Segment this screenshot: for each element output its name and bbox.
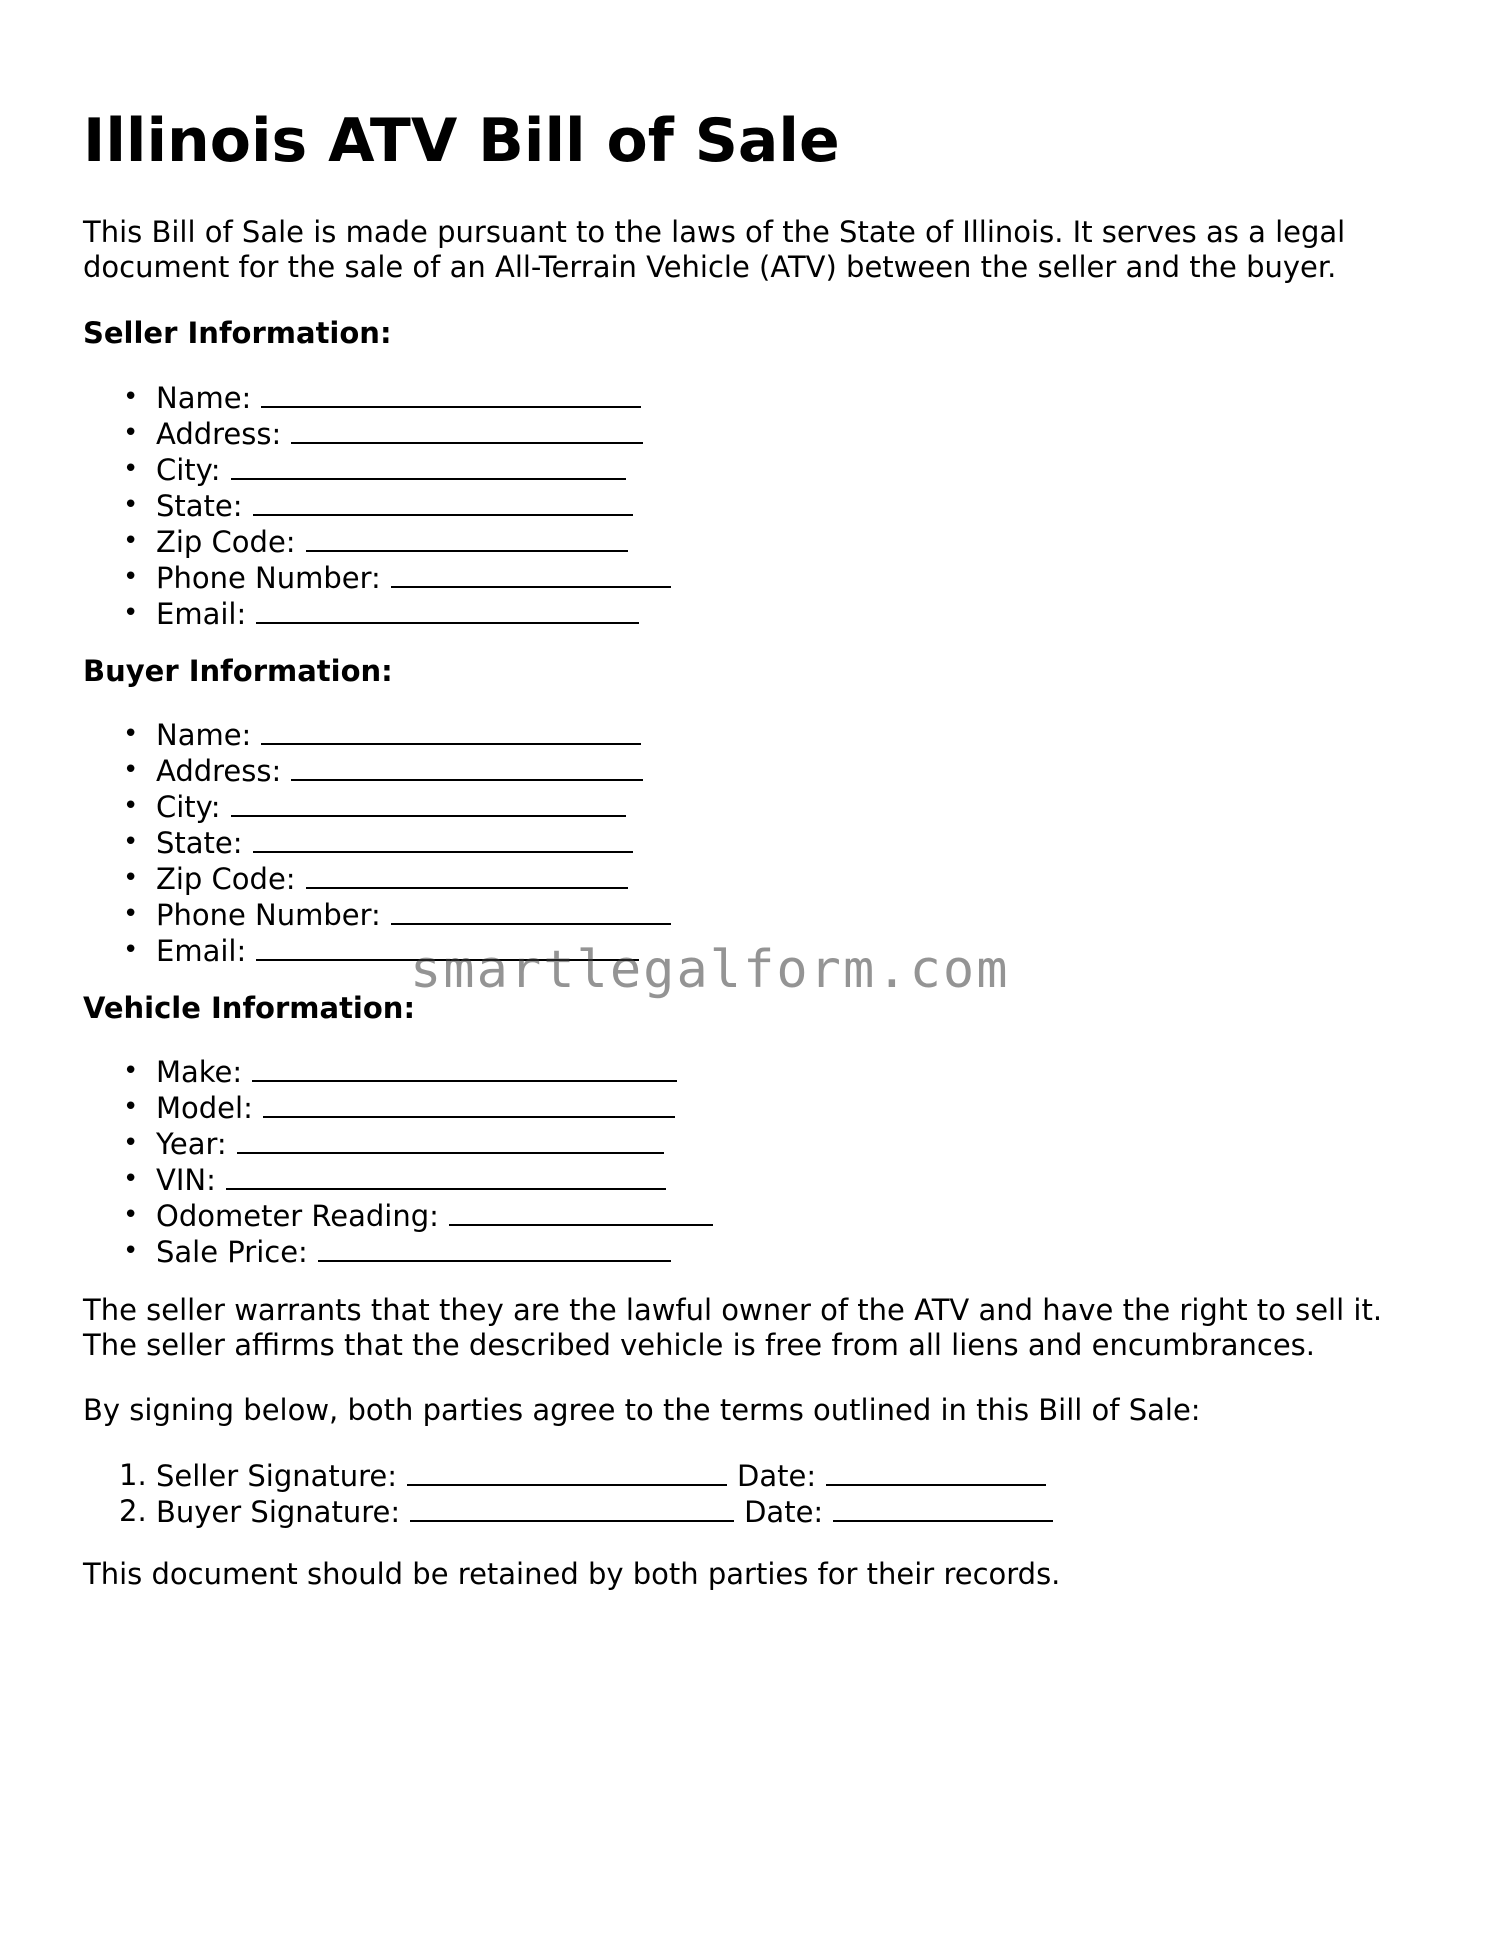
field-label: Sale Price: (156, 1235, 308, 1269)
list-number: 1. (119, 1458, 147, 1492)
field-label: Model: (156, 1091, 253, 1125)
bullet: • (123, 1128, 139, 1158)
vehicle-odometer-field[interactable] (83, 1198, 713, 1234)
buyer-date-line[interactable] (833, 1494, 1053, 1522)
fill-line[interactable] (237, 1126, 664, 1154)
field-label: Name: (156, 381, 252, 415)
fill-line[interactable] (231, 789, 626, 817)
fill-line[interactable] (291, 753, 643, 781)
warranty-line-2: The seller affirms that the described vehicle is free from all liens and encumbrances. (83, 1328, 1316, 1362)
fill-line[interactable] (391, 897, 671, 925)
seller-date-label: Date: (737, 1459, 817, 1493)
agreement-text: By signing below, both parties agree to the terms outlined in this Bill of Sale: (83, 1393, 1201, 1427)
seller-fields-list (83, 380, 671, 632)
field-label: City: (156, 790, 221, 824)
bullet: • (123, 1200, 139, 1230)
seller-address-field[interactable] (83, 416, 671, 452)
vehicle-make-field[interactable] (83, 1054, 713, 1090)
fill-line[interactable] (291, 416, 643, 444)
seller-email-field[interactable] (83, 596, 671, 632)
seller-phone-field[interactable] (83, 560, 671, 596)
buyer-fields-list (83, 717, 671, 969)
buyer-phone-field[interactable] (83, 897, 671, 933)
bullet: • (123, 490, 139, 520)
field-label: Email: (156, 934, 247, 968)
bullet: • (123, 454, 139, 484)
buyer-city-field[interactable] (83, 789, 671, 825)
bullet: • (123, 863, 139, 893)
list-number: 2. (119, 1494, 147, 1528)
seller-zip-field[interactable] (83, 524, 671, 560)
vehicle-vin-field[interactable] (83, 1162, 713, 1198)
bullet: • (123, 899, 139, 929)
field-label: State: (156, 489, 243, 523)
seller-city-field[interactable] (83, 452, 671, 488)
fill-line[interactable] (263, 1090, 675, 1118)
vehicle-year-field[interactable] (83, 1126, 713, 1162)
field-label: Make: (156, 1055, 243, 1089)
buyer-address-field[interactable] (83, 753, 671, 789)
bullet: • (123, 935, 139, 965)
fill-line[interactable] (253, 488, 633, 516)
field-label: Address: (156, 417, 282, 451)
fill-line[interactable] (261, 717, 641, 745)
fill-line[interactable] (306, 861, 628, 889)
field-label: Zip Code: (156, 862, 296, 896)
signature-list (83, 1458, 1053, 1530)
field-label: State: (156, 826, 243, 860)
bullet: • (123, 1236, 139, 1266)
bullet: • (123, 526, 139, 556)
seller-date-line[interactable] (826, 1458, 1046, 1486)
bullet: • (123, 755, 139, 785)
buyer-signature-row[interactable] (83, 1494, 1053, 1530)
bullet: • (123, 598, 139, 628)
page-title: Illinois ATV Bill of Sale (83, 106, 840, 176)
fill-line[interactable] (256, 596, 639, 624)
vehicle-model-field[interactable] (83, 1090, 713, 1126)
buyer-state-field[interactable] (83, 825, 671, 861)
bullet: • (123, 1092, 139, 1122)
fill-line[interactable] (226, 1162, 666, 1190)
watermark: smartlegalform.com (410, 940, 1010, 1000)
warranty-line-1: The seller warrants that they are the lawful owner of the ATV and have the right to sell it. (83, 1293, 1383, 1327)
buyer-date-label: Date: (744, 1495, 824, 1529)
buyer-signature-line[interactable] (410, 1494, 734, 1522)
seller-state-field[interactable] (83, 488, 671, 524)
field-label: Zip Code: (156, 525, 296, 559)
field-label: Odometer Reading: (156, 1199, 439, 1233)
bullet: • (123, 1164, 139, 1194)
bullet: • (123, 382, 139, 412)
seller-signature-row[interactable] (83, 1458, 1053, 1494)
field-label: City: (156, 453, 221, 487)
vehicle-price-field[interactable] (83, 1234, 713, 1270)
field-label: VIN: (156, 1163, 216, 1197)
fill-line[interactable] (449, 1198, 713, 1226)
buyer-heading: Buyer Information: (83, 654, 393, 688)
buyer-zip-field[interactable] (83, 861, 671, 897)
vehicle-heading: Vehicle Information: (83, 991, 416, 1025)
closing-text: This document should be retained by both parties for their records. (83, 1557, 1061, 1591)
fill-line[interactable] (318, 1234, 671, 1262)
intro-line-1: This Bill of Sale is made pursuant to the laws of the State of Illinois. It serves as a legal (83, 215, 1346, 249)
field-label: Phone Number: (156, 898, 381, 932)
bullet: • (123, 562, 139, 592)
bullet: • (123, 418, 139, 448)
fill-line[interactable] (252, 1054, 677, 1082)
fill-line[interactable] (261, 380, 641, 408)
seller-name-field[interactable] (83, 380, 671, 416)
field-label: Email: (156, 597, 247, 631)
intro-line-2: document for the sale of an All-Terrain Vehicle (ATV) between the seller and the buyer. (83, 250, 1337, 284)
bullet: • (123, 1056, 139, 1086)
vehicle-fields-list (83, 1054, 713, 1270)
field-label: Phone Number: (156, 561, 381, 595)
fill-line[interactable] (231, 452, 626, 480)
seller-signature-line[interactable] (407, 1458, 727, 1486)
buyer-signature-label: Buyer Signature: (156, 1495, 401, 1529)
fill-line[interactable] (306, 524, 628, 552)
seller-signature-label: Seller Signature: (156, 1459, 398, 1493)
buyer-name-field[interactable] (83, 717, 671, 753)
field-label: Address: (156, 754, 282, 788)
field-label: Name: (156, 718, 252, 752)
fill-line[interactable] (253, 825, 633, 853)
field-label: Year: (156, 1127, 227, 1161)
fill-line[interactable] (391, 560, 671, 588)
bullet: • (123, 719, 139, 749)
seller-heading: Seller Information: (83, 316, 392, 350)
bullet: • (123, 791, 139, 821)
bullet: • (123, 827, 139, 857)
